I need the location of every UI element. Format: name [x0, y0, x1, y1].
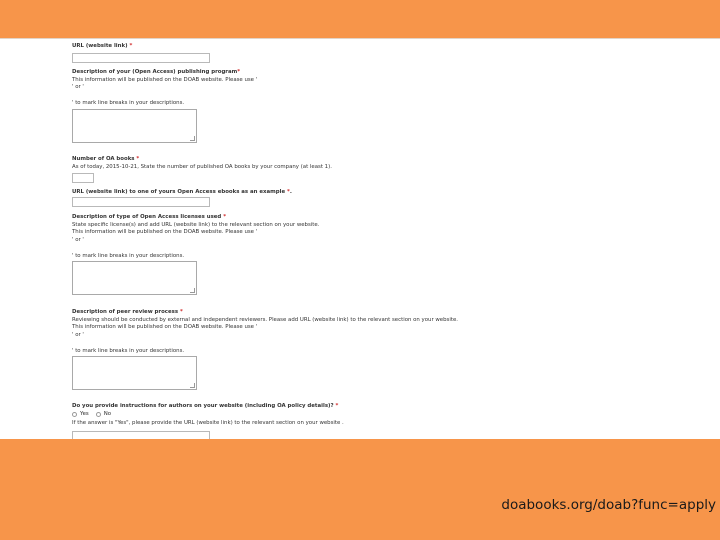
oa-books-label-text: Number of OA books: [72, 156, 135, 162]
licenses-textarea[interactable]: [72, 261, 197, 295]
program-label: [72, 69, 240, 76]
resize-grip-icon[interactable]: [190, 136, 195, 141]
required-mark: *: [136, 156, 140, 162]
resize-grip-icon[interactable]: [190, 288, 195, 293]
resize-grip-icon[interactable]: [190, 383, 195, 388]
example-url-label: URL (website link) to one of yours Open Access ebooks as an example *.: [72, 189, 292, 195]
top-frame-bar: [0, 0, 720, 38]
program-help-3: ' to mark line breaks in your descriptions.: [72, 100, 185, 106]
no-option-label: No: [103, 411, 112, 417]
oa-books-input[interactable]: [72, 173, 94, 183]
source-link[interactable]: doabooks.org/doab?func=apply: [501, 497, 716, 513]
peer-help-4: ' to mark line breaks in your descriptions.: [72, 348, 185, 354]
peer-help-2: This information will be published on the DOAB website. Please use ': [72, 324, 258, 330]
required-mark: *: [335, 403, 339, 409]
program-label-text: Description of your (Open Access) publishing program: [72, 69, 238, 75]
licenses-label: [72, 214, 226, 221]
peer-review-textarea[interactable]: [72, 356, 197, 390]
program-help-1: This information will be published on the DOAB website. Please use ': [72, 77, 258, 83]
instructions-label-text: Do you provide instructions for authors on your website (including OA policy details)?: [72, 403, 334, 409]
peer-help-3: ' or ': [72, 332, 84, 338]
required-mark: *: [179, 309, 183, 315]
required-mark: *: [287, 189, 290, 195]
example-url-input[interactable]: [72, 197, 210, 207]
oa-books-help: As of today, 2015-10-21, State the number of published OA books by your company (at least 1).: [72, 164, 332, 170]
url-input[interactable]: [72, 53, 210, 63]
required-mark: *: [237, 69, 241, 75]
required-mark: *: [129, 43, 133, 49]
program-help-2: ' or ': [72, 84, 84, 90]
required-mark: *: [223, 214, 227, 220]
example-url-label-text: URL (website link) to one of yours Open Access ebooks as an example: [72, 189, 286, 195]
program-textarea[interactable]: [72, 109, 197, 143]
peer-review-label-text: Description of peer review process: [72, 309, 179, 315]
peer-help-1: Reviewing should be conducted by external and independent reviewers. Please add URL (website link) to the relevant section on your website.: [72, 317, 458, 323]
instructions-label: [72, 403, 338, 410]
oa-books-label: [72, 156, 139, 163]
yes-option-label: Yes: [80, 411, 89, 417]
instructions-help: If the answer is "Yes", please provide the URL (website link) to the relevant section on your website .: [72, 420, 344, 426]
form-screenshot: [0, 38, 720, 439]
instructions-url-input[interactable]: [72, 431, 210, 439]
licenses-help-4: ' to mark line breaks in your descriptions.: [72, 253, 185, 259]
no-radio[interactable]: [96, 412, 101, 417]
licenses-help-3: ' or ': [72, 237, 84, 243]
peer-review-label: [72, 309, 183, 316]
licenses-help-2: This information will be published on the DOAB website. Please use ': [72, 229, 258, 235]
yes-radio[interactable]: [72, 412, 77, 417]
instructions-radio-group: [72, 411, 111, 418]
licenses-help-1: State specific license(s) and add URL (website link) to the relevant section on your website.: [72, 222, 320, 228]
url-label-text: URL (website link): [72, 43, 128, 49]
licenses-label-text: Description of type of Open Access licenses used: [72, 214, 222, 220]
url-label: [72, 43, 132, 50]
